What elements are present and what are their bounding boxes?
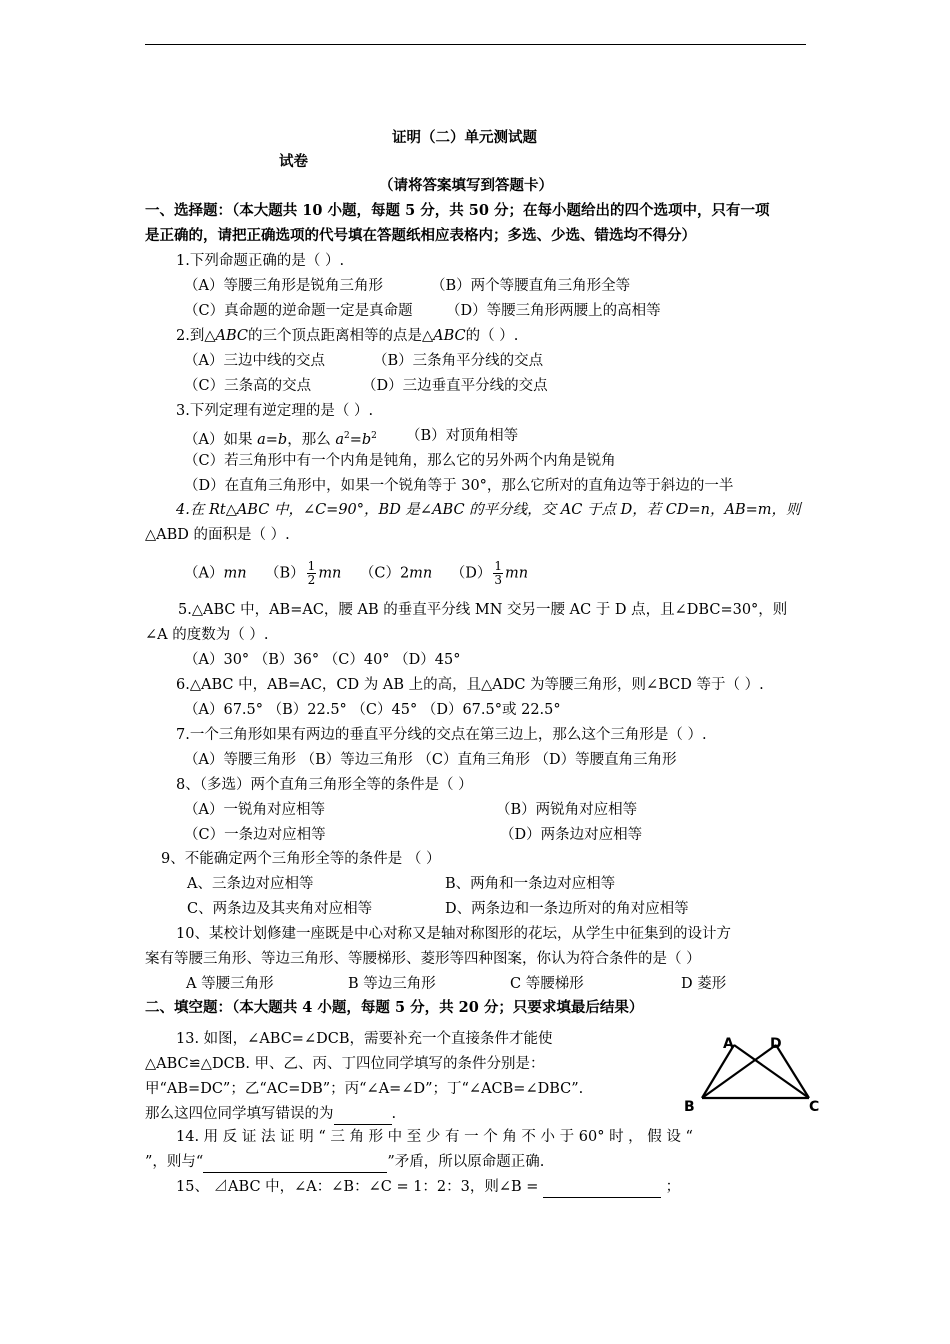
q5-options: （A）30° （B）36° （C）40° （D）45° <box>184 652 461 668</box>
q1-option-a: （A）等腰三角形是锐角三角形 <box>184 278 383 294</box>
q10-option-a: A 等腰三角形 <box>186 976 274 992</box>
vertex-label-a: A <box>723 1036 734 1052</box>
q9-stem: 9、不能确定两个三角形全等的条件是 （ ） <box>161 851 441 867</box>
q3-option-d: （D）在直角三角形中，如果一个锐角等于 30°，那么它所对的直角边等于斜边的一半 <box>184 478 734 494</box>
q1-stem: 1.下列命题正确的是（ ）. <box>176 253 345 269</box>
q8-stem: 8、（多选）两个直角三角形全等的条件是（ ） <box>176 777 473 793</box>
q4-options: （A）mn （B） $\frac{1}{2}$ mn （C）2mn （D） $\frac{1}{3}$ mn <box>184 559 529 587</box>
q9-option-b: B、两角和一条边对应相等 <box>445 876 616 892</box>
answer-notice: （请将答案填写到答题卡） <box>379 177 553 194</box>
q8-option-b: （B）两锐角对应相等 <box>496 802 638 818</box>
q3-stem: 3.下列定理有逆定理的是（ ）. <box>176 403 374 419</box>
q7-options: （A）等腰三角形 （B）等边三角形 （C）直角三角形 （D）等腰直角三角形 <box>184 752 677 768</box>
q8-option-c: （C）一条边对应相等 <box>184 827 326 843</box>
page-title: 证明（二）单元测试题 <box>392 129 537 146</box>
vertex-label-c: C <box>809 1099 820 1115</box>
q3-option-b: （B）对顶角相等 <box>406 428 519 444</box>
q15-line: 15、 ⊿ABC 中，∠A：∠B：∠C = 1：2：3，则∠B = ； <box>176 1177 680 1198</box>
section1-heading-line1: 一、选择题：（本大题共 10 小题，每题 5 分，共 50 分；在每小题给出的四个选项中，只有一项 <box>145 202 770 219</box>
q10-option-b: B 等边三角形 <box>348 976 436 992</box>
q10-line1: 10、某校计划修建一座既是中心对称又是轴对称图形的花坛，从学生中征集到的设计方 <box>176 926 731 942</box>
q6-options: （A）67.5° （B）22.5° （C）45° （D）67.5°或 22.5° <box>184 702 561 718</box>
section1-heading-line2: 是正确的，请把正确选项的代号填在答题纸相应表格内；多选、少选、错选均不得分） <box>145 227 696 244</box>
q1-option-b: （B）两个等腰直角三角形全等 <box>431 278 631 294</box>
fraction-one-third: $\frac{1}{3}$ <box>494 559 502 587</box>
q9-option-a: A、三条边对应相等 <box>187 876 314 892</box>
q6-stem: 6.△ABC 中，AB=AC，CD 为 AB 上的高，且△ADC 为等腰三角形，则∠BCD 等于（ ）. <box>176 677 764 693</box>
q2-option-d: （D）三边垂直平分线的交点 <box>362 378 548 394</box>
answer-blank[interactable] <box>203 1152 387 1173</box>
q4-line1: 4.在 Rt△ABC 中，∠C=90°，BD 是∠ABC 的平分线，交 AC 于点 D，若 CD=n，AB=m，则 <box>176 502 801 518</box>
q13-line3: 甲“AB=DC”；乙“AC=DB”；丙“∠A=∠D”；丁“∠ACB=∠DBC”. <box>145 1081 584 1097</box>
q13-line4: 那么这四位同学填写错误的为 . <box>145 1104 396 1125</box>
vertex-label-d: D <box>770 1036 782 1052</box>
q9-option-c: C、两条边及其夹角对应相等 <box>187 901 373 917</box>
q13-line1: 13. 如图，∠ABC=∠DCB，需要补充一个直接条件才能使 <box>176 1031 553 1047</box>
q2-option-c: （C）三条高的交点 <box>184 378 312 394</box>
q8-option-a: （A）一锐角对应相等 <box>184 802 325 818</box>
q5-line2: ∠A 的度数为（ ）. <box>145 627 269 643</box>
q4-line2: △ABD 的面积是（ ）. <box>145 527 290 543</box>
q10-option-d: D 菱形 <box>681 976 727 992</box>
q2-stem: 2.到△ABC的三个顶点距离相等的点是△ABC的（ ）. <box>176 328 519 344</box>
vertex-label-b: B <box>684 1099 695 1115</box>
q1-option-d: （D）等腰三角形两腰上的高相等 <box>446 303 661 319</box>
q1-option-c: （C）真命题的逆命题一定是真命题 <box>184 303 413 319</box>
q13-line2: △ABC≌△DCB. 甲、乙、丙、丁四位同学填写的条件分别是： <box>145 1056 545 1072</box>
q7-stem: 7.一个三角形如果有两边的垂直平分线的交点在第三边上，那么这个三角形是（ ）. <box>176 727 707 743</box>
q8-option-d: （D）两条边对应相等 <box>500 827 643 843</box>
q3-option-c: （C）若三角形中有一个内角是钝角，那么它的另外两个内角是锐角 <box>184 453 616 469</box>
triangle-figure <box>682 1030 832 1115</box>
q10-option-c: C 等腰梯形 <box>510 976 584 992</box>
q2-option-b: （B）三条角平分线的交点 <box>373 353 544 369</box>
section2-heading: 二、填空题：（本大题共 4 小题，每题 5 分，共 20 分；只要求填最后结果） <box>145 999 644 1016</box>
header-rule <box>145 44 806 45</box>
q9-option-d: D、两条边和一条边所对的角对应相等 <box>445 901 689 917</box>
q2-option-a: （A）三边中线的交点 <box>184 353 325 369</box>
answer-blank[interactable] <box>334 1104 392 1125</box>
q5-line1: 5.△ABC 中，AB=AC，腰 AB 的垂直平分线 MN 交另一腰 AC 于 D 点，且∠DBC=30°，则 <box>178 602 788 618</box>
q14-line1: 14. 用 反 证 法 证 明 “ 三 角 形 中 至 少 有 一 个 角 不 小 于 60° 时 ， 假 设 “ <box>176 1129 693 1145</box>
answer-blank[interactable] <box>543 1177 661 1198</box>
q10-line2: 案有等腰三角形、等边三角形、等腰梯形、菱形等四种图案，你认为符合条件的是（ ） <box>145 951 701 967</box>
q14-line2: ”，则与“ ”矛盾，所以原命题正确. <box>145 1152 544 1173</box>
page-subtitle: 试卷 <box>279 153 308 170</box>
fraction-one-half: $\frac{1}{2}$ <box>307 559 316 587</box>
q3-option-a: （A）如果 a=b，那么 $a^2=b^2$ <box>184 431 377 448</box>
